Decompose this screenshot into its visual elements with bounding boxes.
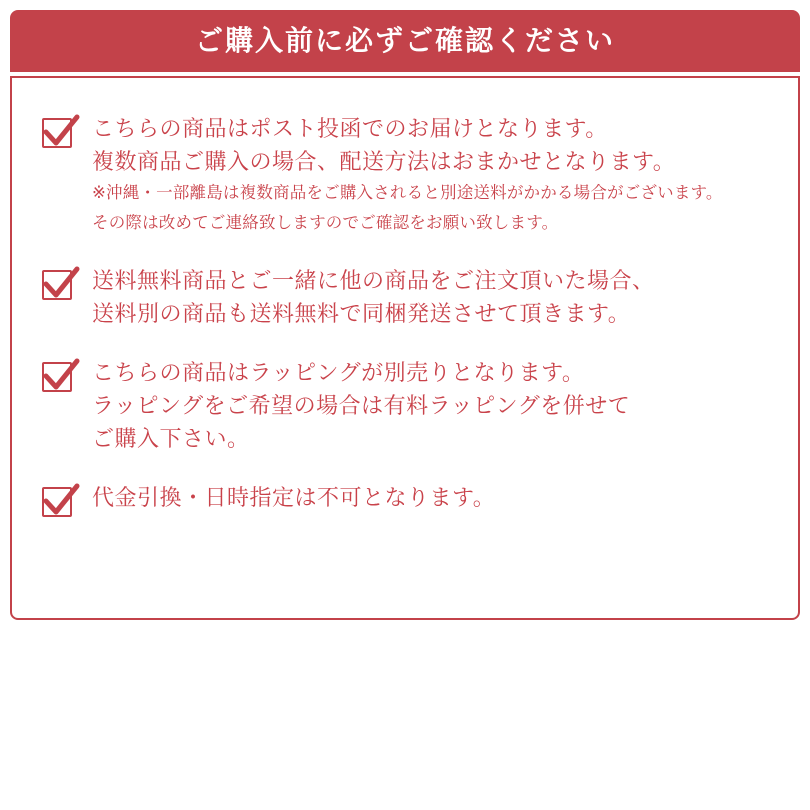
list-item	[12, 356, 798, 455]
list-item-text	[92, 264, 772, 330]
checkbox-checked-icon	[40, 483, 80, 523]
page-title: ご購入前に必ずご確認ください	[194, 25, 615, 56]
list-item	[12, 112, 798, 238]
list-item-text	[92, 481, 772, 514]
list-item-text	[92, 356, 772, 455]
notice-line: 複数商品ご購入の場合、配送方法はおまかせとなります。	[92, 149, 676, 174]
notice-line: 送料別の商品も送料無料で同梱発送させて頂きます。	[92, 301, 631, 326]
checkbox-checked-icon	[40, 114, 80, 154]
notice-header	[10, 10, 800, 72]
notice-line: 代金引換・日時指定は不可となります。	[92, 485, 496, 510]
notice-line: ご購入下さい。	[92, 426, 250, 451]
notice-line: こちらの商品はラッピングが別売りとなります。	[92, 360, 585, 385]
notice-body	[10, 76, 800, 620]
notice-line: ラッピングをご希望の場合は有料ラッピングを併せて	[92, 393, 631, 418]
checkbox-checked-icon	[40, 266, 80, 306]
notice-line: その際は改めてご連絡致しますのでご確認をお願い致します。	[92, 214, 559, 232]
notice-line: ※沖縄・一部離島は複数商品をご購入されると別途送料がかかる場合がございます。	[92, 184, 723, 202]
notice-line: こちらの商品はポスト投函でのお届けとなります。	[92, 116, 608, 141]
notice-line: 送料無料商品とご一緒に他の商品をご注文頂いた場合、	[92, 268, 655, 293]
checkbox-checked-icon	[40, 358, 80, 398]
list-item-text	[92, 112, 772, 238]
list-item	[12, 264, 798, 330]
list-item	[12, 481, 798, 523]
notice-list	[12, 78, 798, 523]
